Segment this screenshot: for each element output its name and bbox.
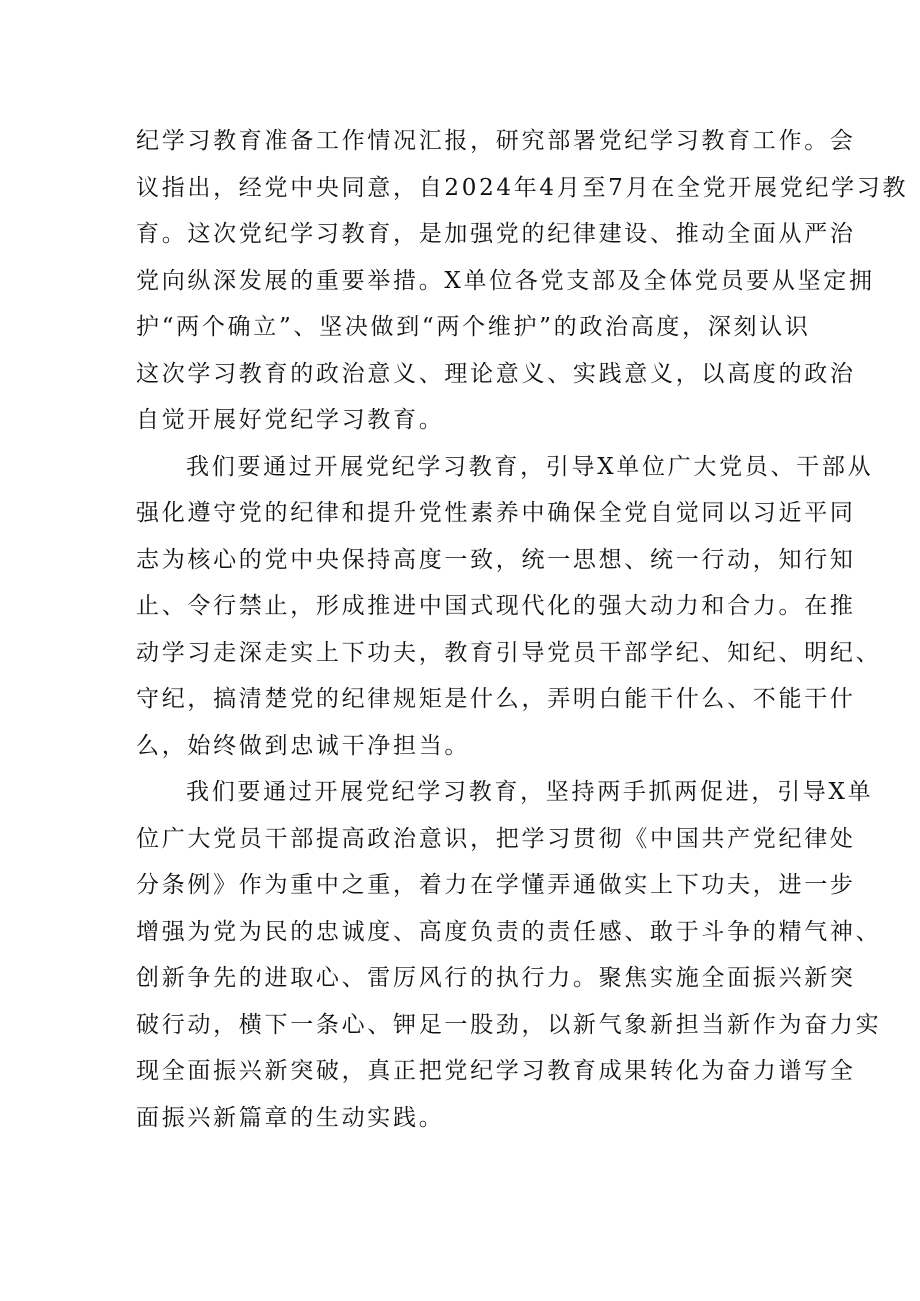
paragraph-2 xyxy=(136,444,882,770)
text-line: 党向纵深发展的重要举措。X单位各党支部及全体党员要从坚定拥 xyxy=(136,267,875,294)
text-line: 强化遵守党的纪律和提升党性素养中确保全党自觉同以习近平同 xyxy=(136,500,856,526)
text-line: 破行动，横下一条心、钾足一股劲，以新气象新担当新作为奋力实 xyxy=(136,1011,882,1038)
text-line: 增强为党为民的忠诚度、高度负责的责任感、敢于斗争的精气神、 xyxy=(136,918,882,945)
text-line: 动学习走深走实上下功夫，教育引导党员干部学纪、知纪、明纪、 xyxy=(136,639,882,666)
text-line: 面振兴新篇章的生动实践。 xyxy=(136,1104,445,1131)
text-line: 自觉开展好党纪学习教育。 xyxy=(136,407,445,433)
text-line: 守纪，搞清楚党的纪律规矩是什么，弄明白能干什么、不能干什 xyxy=(136,686,856,712)
text-line: 现全面振兴新突破，真正把党纪学习教育成果转化为奋力谱写全 xyxy=(136,1058,856,1084)
text-line: 位广大党员干部提高政治意识，把学习贯彻《中国共产党纪律处 xyxy=(136,825,856,852)
text-line: 这次学习教育的政治意义、理论意义、实践意义，以高度的政治 xyxy=(136,360,856,387)
text-line: 么，始终做到忠诚干净担当。 xyxy=(136,732,471,759)
text-line: 创新争先的进取心、雷厉风行的执行力。聚焦实施全面振兴新突 xyxy=(136,965,856,991)
text-line: 育。这次党纪学习教育，是加强党的纪律建设、推动全面从严治 xyxy=(136,221,856,247)
text-line: 我们要通过开展党纪学习教育，坚持两手抓两促进，引导X单 xyxy=(186,779,874,805)
text-line: 议指出，经党中央同意，自2024年4月至7月在全党开展党纪学习教 xyxy=(136,174,909,201)
text-line: 我们要通过开展党纪学习教育，引导X单位广大党员、干部从 xyxy=(186,453,874,480)
text-line: 护“两个确立”、坚决做到“两个维护”的政治高度，深刻认识 xyxy=(136,314,811,340)
text-line: 纪学习教育准备工作情况汇报，研究部署党纪学习教育工作。会 xyxy=(136,128,856,154)
text-line: 志为核心的党中央保持高度一致，统一思想、统一行动，知行知 xyxy=(136,546,856,573)
document-body xyxy=(136,118,909,1141)
paragraph-3 xyxy=(136,769,882,1141)
text-line: 分条例》作为重中之重，着力在学懂弄通做实上下功夫，进一步 xyxy=(136,872,856,898)
paragraph-1 xyxy=(136,118,909,444)
text-line: 止、令行禁止，形成推进中国式现代化的强大动力和合力。在推 xyxy=(136,593,856,619)
